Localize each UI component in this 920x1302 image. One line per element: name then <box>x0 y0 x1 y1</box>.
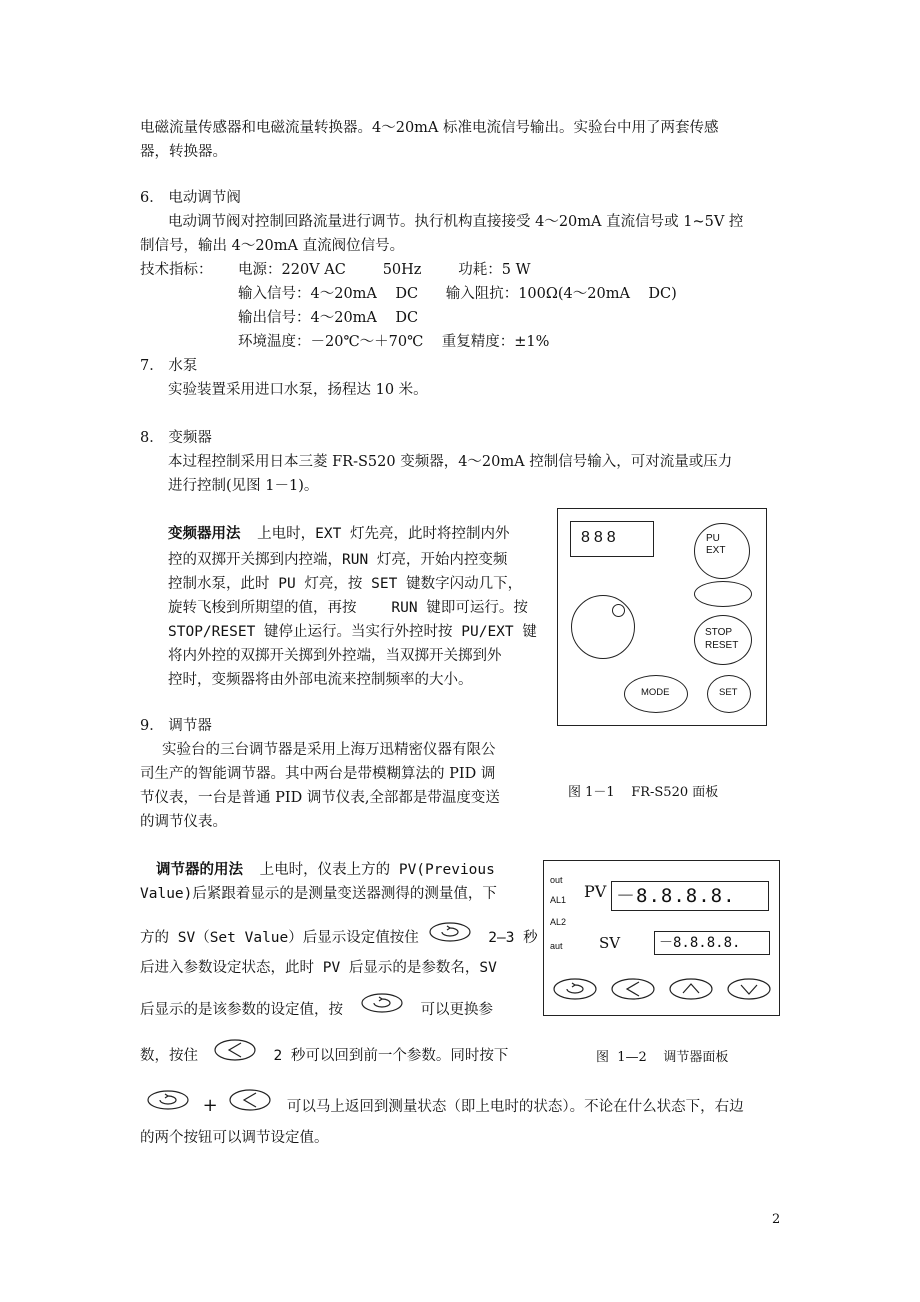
fr-s520-panel <box>557 508 767 726</box>
paragraph-line: 节仪表，一台是普通 PID 调节仪表,全部都是带温度变送 <box>140 790 500 806</box>
sv-label: SV <box>599 934 621 952</box>
usage-line: 旋转飞梭到所期望的值，再按 RUN 键即可运行。按 <box>168 600 528 616</box>
paragraph-line: 实验台的三台调节器是采用上海万迅精密仪器有限公 <box>162 742 496 758</box>
spec-line: 输出信号：4～20mA DC <box>238 310 419 326</box>
section-heading: 9． 调节器 <box>140 718 212 734</box>
spec-line: 环境温度：－20℃～＋70℃ 重复精度：±1% <box>238 334 550 350</box>
section-heading: 6． 电动调节阀 <box>140 190 241 206</box>
regulator-line: 后显示的是该参数的设定值，按 <box>140 1002 343 1018</box>
regulator-line: 2—3 秒 <box>488 930 538 946</box>
set-button[interactable]: SET <box>707 675 751 713</box>
usage-line: 控时，变频器将由外部电流来控制频率的大小。 <box>168 672 473 688</box>
cycle-button-icon[interactable] <box>552 977 598 1001</box>
al2-indicator: AL2 <box>550 917 567 927</box>
run-button[interactable] <box>694 581 752 607</box>
aut-indicator: aut <box>550 941 563 951</box>
stop-reset-button[interactable]: STOP RESET <box>694 615 752 665</box>
page-number: 2 <box>772 1212 781 1227</box>
spec-line: 输入信号：4～20mA DC 输入阻抗：100Ω(4～20mA DC) <box>238 286 677 302</box>
paragraph-line: 的调节仪表。 <box>140 814 227 830</box>
figure-caption: 图 1－1 FR-S520 面板 <box>568 785 719 800</box>
usage-line: STOP/RESET 键停止运行。当实行外控时按 PU/EXT 键 <box>168 624 537 640</box>
paragraph-line: 电磁流量传感器和电磁流量转换器。4～20mA 标准电流信号输出。实验台中用了两套传感 <box>140 120 719 136</box>
setting-dial[interactable] <box>571 595 635 659</box>
spec-label: 技术指标： <box>140 262 213 278</box>
left-arrow-button-icon[interactable] <box>610 977 656 1001</box>
paragraph-line: 进行控制(见图 1－1)。 <box>168 478 319 494</box>
regulator-panel <box>543 860 780 1016</box>
usage-line: 将内外控的双掷开关掷到外控端，当双掷开关掷到外 <box>168 648 502 664</box>
out-indicator: out <box>550 875 563 885</box>
regulator-line: 上电时，仪表上方的 PV(Previous <box>259 862 495 878</box>
pv-display: －8.8.8.8. <box>611 881 769 911</box>
regulator-line: 2 秒可以回到前一个参数。同时按下 <box>273 1048 509 1064</box>
down-arrow-button-icon[interactable] <box>726 977 772 1001</box>
regulator-line: 可以马上返回到测量状态（即上电时的状态）。不论在什么状态下，右边 <box>286 1099 744 1115</box>
paragraph-line: 实验装置采用进口水泵，扬程达 10 米。 <box>168 382 428 398</box>
regulator-line: 数，按住 <box>140 1048 198 1064</box>
sv-display: －8.8.8.8. <box>654 931 770 955</box>
plus-sign: + <box>202 1095 218 1116</box>
pv-label: PV <box>584 882 607 901</box>
left-arrow-button-icon <box>213 1038 257 1062</box>
regulator-line: 可以更换参 <box>420 1002 493 1018</box>
cycle-button-icon <box>360 992 404 1014</box>
usage-line: 控的双掷开关掷到内控端，RUN 灯亮，开始内控变频 <box>168 552 508 568</box>
seven-seg-display: 888 <box>570 521 654 557</box>
mode-button[interactable]: MODE <box>624 675 688 713</box>
paragraph-line: 制信号，输出 4～20mA 直流阀位信号。 <box>140 238 405 254</box>
usage-line: 控制水泵，此时 PU 灯亮，按 SET 键数字闪动几下， <box>168 576 523 592</box>
spec-line: 电源：220V AC 50Hz 功耗：5 W <box>238 262 531 278</box>
section-heading: 8． 变频器 <box>140 430 212 446</box>
regulator-usage-title: 调节器的用法 <box>156 861 243 878</box>
up-arrow-button-icon[interactable] <box>668 977 714 1001</box>
cycle-button-icon <box>146 1089 190 1111</box>
paragraph-line: 司生产的智能调节器。其中两台是带模糊算法的 PID 调 <box>140 766 496 782</box>
section-heading: 7． 水泵 <box>140 358 198 374</box>
regulator-line: 后进入参数设定状态，此时 PV 后显示的是参数名，SV <box>140 960 497 976</box>
regulator-line: Value)后紧跟着显示的是测量变送器测得的测量值，下 <box>140 886 497 902</box>
paragraph-line: 电动调节阀对控制回路流量进行调节。执行机构直接接受 4～20mA 直流信号或 1~5V 控 <box>168 214 744 230</box>
paragraph-line: 器，转换器。 <box>140 144 227 160</box>
pu-ext-button[interactable]: PU EXT <box>694 523 750 579</box>
regulator-line: 方的 SV（Set Value）后显示设定值按住 <box>140 930 419 946</box>
left-arrow-button-icon <box>228 1088 272 1112</box>
al1-indicator: AL1 <box>550 895 567 905</box>
figure-caption: 图 1—2 调节器面板 <box>596 1050 729 1065</box>
regulator-line: 的两个按钮可以调节设定值。 <box>140 1130 329 1146</box>
usage-line: 上电时，EXT 灯先亮，此时将控制内外 <box>257 526 510 542</box>
dial-knob-mark <box>612 604 625 617</box>
paragraph-line: 本过程控制采用日本三菱 FR-S520 变频器，4～20mA 控制信号输入，可对流量或压力 <box>168 454 733 470</box>
usage-title: 变频器用法 <box>168 525 241 542</box>
cycle-button-icon <box>428 921 472 943</box>
